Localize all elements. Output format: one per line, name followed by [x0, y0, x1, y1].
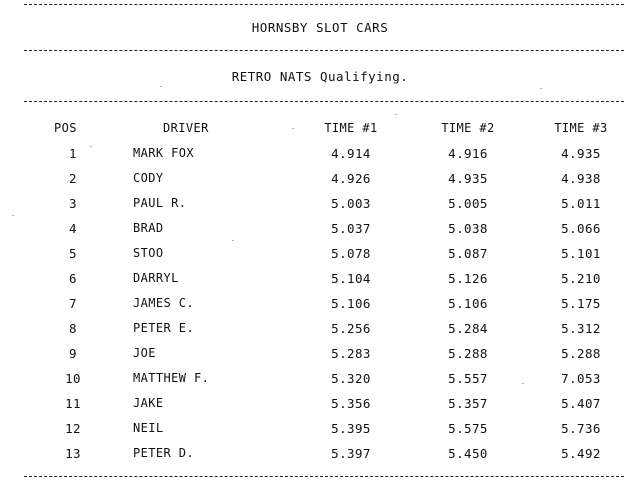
row-time-3: 5.407: [561, 396, 601, 411]
row-time-3: 7.053: [561, 371, 601, 386]
header-time-3: TIME #3: [554, 121, 608, 135]
row-time-2: 4.916: [448, 146, 488, 161]
row-time-3: 5.011: [561, 196, 601, 211]
scan-speck: [160, 86, 162, 87]
row-time-1: 5.256: [331, 321, 371, 336]
header-pos: POS: [54, 121, 77, 135]
row-pos: 12: [65, 421, 81, 436]
row-time-2: 5.357: [448, 396, 488, 411]
row-time-2: 5.575: [448, 421, 488, 436]
row-driver: JOE: [133, 346, 156, 360]
row-driver: PAUL R.: [133, 196, 187, 210]
header-time-1: TIME #1: [324, 121, 378, 135]
row-time-3: 5.288: [561, 346, 601, 361]
row-pos: 6: [69, 271, 77, 286]
row-time-3: 5.210: [561, 271, 601, 286]
row-time-1: 4.926: [331, 171, 371, 186]
top-dashed-rule: [24, 4, 624, 5]
scan-speck: [540, 88, 542, 89]
scan-speck: [232, 240, 234, 241]
row-time-1: 5.356: [331, 396, 371, 411]
row-driver: PETER D.: [133, 446, 194, 460]
row-pos: 3: [69, 196, 77, 211]
row-time-2: 5.005: [448, 196, 488, 211]
row-driver: NEIL: [133, 421, 164, 435]
row-driver: STOO: [133, 246, 164, 260]
row-time-1: 4.914: [331, 146, 371, 161]
row-time-1: 5.106: [331, 296, 371, 311]
header-driver: DRIVER: [163, 121, 209, 135]
row-time-1: 5.037: [331, 221, 371, 236]
scan-speck: [12, 215, 14, 216]
scan-speck: [292, 128, 294, 129]
row-time-1: 5.397: [331, 446, 371, 461]
header-time-2: TIME #2: [441, 121, 495, 135]
row-time-3: 5.312: [561, 321, 601, 336]
row-pos: 5: [69, 246, 77, 261]
row-time-2: 4.935: [448, 171, 488, 186]
row-pos: 11: [65, 396, 81, 411]
row-time-1: 5.078: [331, 246, 371, 261]
row-time-2: 5.450: [448, 446, 488, 461]
row-driver: PETER E.: [133, 321, 194, 335]
row-time-3: 4.935: [561, 146, 601, 161]
row-driver: DARRYL: [133, 271, 179, 285]
row-time-3: 5.066: [561, 221, 601, 236]
row-driver: MATTHEW F.: [133, 371, 210, 385]
title-divider-rule: [24, 50, 624, 51]
row-time-1: 5.283: [331, 346, 371, 361]
row-time-3: 5.175: [561, 296, 601, 311]
row-time-2: 5.106: [448, 296, 488, 311]
row-pos: 9: [69, 346, 77, 361]
row-time-3: 5.736: [561, 421, 601, 436]
row-driver: JAKE: [133, 396, 164, 410]
row-driver: MARK FOX: [133, 146, 194, 160]
row-time-1: 5.320: [331, 371, 371, 386]
row-pos: 13: [65, 446, 81, 461]
row-time-1: 5.395: [331, 421, 371, 436]
row-pos: 1: [69, 146, 77, 161]
row-pos: 7: [69, 296, 77, 311]
row-driver: BRAD: [133, 221, 164, 235]
scan-speck: [522, 383, 524, 384]
row-time-3: 5.101: [561, 246, 601, 261]
scan-speck: [90, 146, 92, 147]
row-time-2: 5.126: [448, 271, 488, 286]
row-driver: CODY: [133, 171, 164, 185]
row-time-2: 5.038: [448, 221, 488, 236]
row-time-1: 5.003: [331, 196, 371, 211]
bottom-dashed-rule: [24, 476, 624, 477]
row-time-3: 5.492: [561, 446, 601, 461]
document-subtitle: RETRO NATS Qualifying.: [231, 69, 409, 84]
row-pos: 10: [65, 371, 81, 386]
row-pos: 4: [69, 221, 77, 236]
row-pos: 8: [69, 321, 77, 336]
row-time-1: 5.104: [331, 271, 371, 286]
row-time-2: 5.288: [448, 346, 488, 361]
row-time-2: 5.284: [448, 321, 488, 336]
row-time-2: 5.087: [448, 246, 488, 261]
scan-speck: [395, 114, 397, 115]
row-driver: JAMES C.: [133, 296, 194, 310]
document-title: HORNSBY SLOT CARS: [251, 20, 389, 35]
row-time-2: 5.557: [448, 371, 488, 386]
header-divider-rule: [24, 101, 624, 102]
row-time-3: 4.938: [561, 171, 601, 186]
row-pos: 2: [69, 171, 77, 186]
